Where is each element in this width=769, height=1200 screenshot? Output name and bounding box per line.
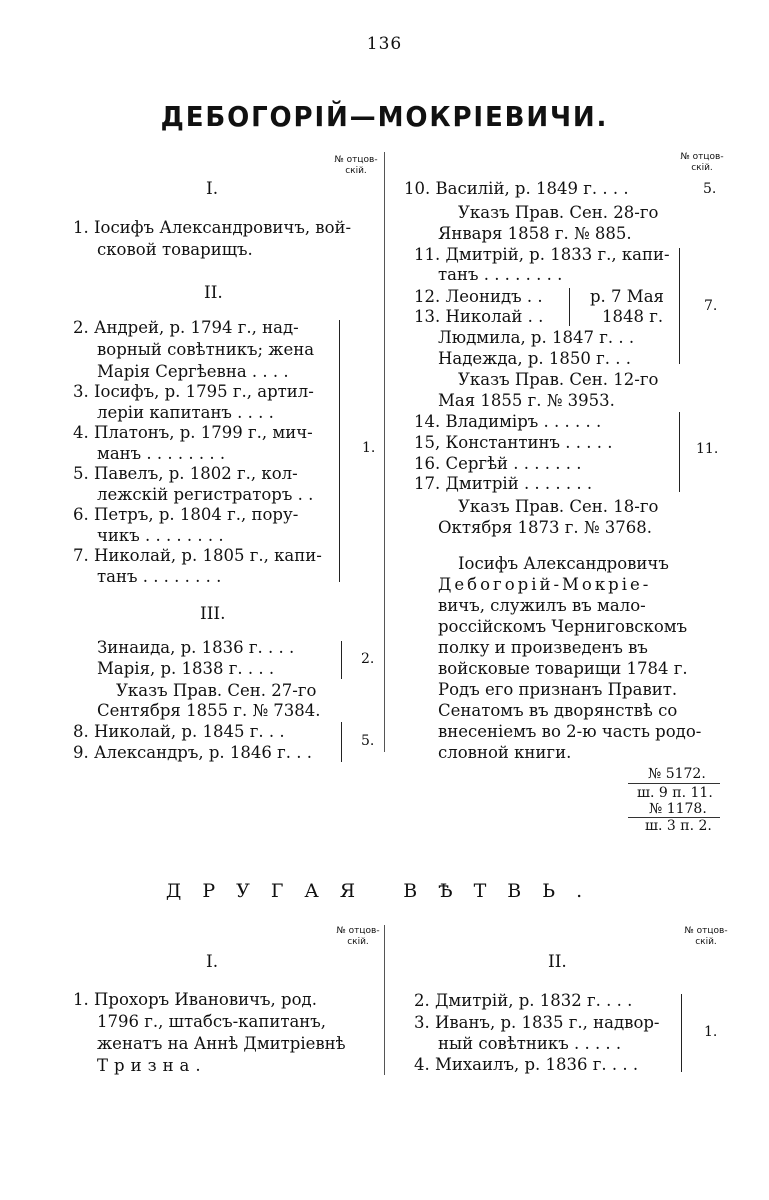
entry-line: 14. Владиміръ . . . . . . — [414, 412, 602, 431]
column-divider-top — [384, 152, 385, 752]
entry-line: р. 7 Мая — [590, 287, 664, 306]
entry-line: 3. Іосифъ, р. 1795 г., артил- — [73, 382, 314, 401]
entry-line: ный совѣтникъ . . . . . — [438, 1034, 622, 1053]
archive-number: № 5172. — [648, 766, 706, 782]
entry-line: 2. Дмитрій, р. 1832 г. . . . — [414, 991, 633, 1010]
page-number: 136 — [366, 34, 403, 54]
entry-line: леріи капитанъ . . . . — [97, 403, 274, 422]
brace — [340, 641, 342, 679]
father-ref: 2. — [361, 651, 375, 667]
father-ref: 5. — [703, 181, 717, 197]
father-ref: 5. — [361, 733, 375, 749]
entry-line: сковой товарищъ. — [97, 240, 253, 259]
entry-line: 1848 г. — [602, 307, 664, 326]
brace — [678, 248, 680, 364]
archive-rule — [628, 783, 720, 784]
archive-shelf: ш. 3 п. 2. — [645, 818, 712, 834]
note-line: полку и произведенъ въ — [438, 638, 648, 657]
note-line: войсковые товарищи 1784 г. — [438, 659, 688, 678]
col-header-right: № отцов- скій. — [684, 926, 728, 947]
entry-line: женатъ на Аннѣ Дмитріевнѣ — [97, 1034, 346, 1053]
father-ref: 1. — [704, 1024, 718, 1040]
entry-line: 9. Александръ, р. 1846 г. . . — [73, 743, 312, 762]
father-ref: 7. — [704, 298, 718, 314]
archive-shelf: ш. 9 п. 11. — [637, 785, 713, 801]
entry-line: Указъ Прав. Сен. 18-го — [458, 497, 659, 516]
entry-line: Сентября 1855 г. № 7384. — [97, 701, 321, 720]
entry-line: Надежда, р. 1850 г. . . — [438, 349, 631, 368]
entry-line: 16. Сергѣй . . . . . . . — [414, 454, 582, 473]
branch-left-gen: I. — [206, 952, 219, 972]
entry-line: Указъ Прав. Сен. 28-го — [458, 203, 659, 222]
entry-line: лежскій регистраторъ . . — [97, 485, 314, 504]
entry-line: ворный совѣтникъ; жена — [97, 340, 315, 359]
entry-line: 7. Николай, р. 1805 г., капи- — [73, 546, 322, 565]
col-header-right: № отцов- скій. — [680, 152, 724, 173]
note-line: Родъ его признанъ Правит. — [438, 680, 678, 699]
brace — [678, 412, 680, 492]
father-ref: 11. — [696, 441, 719, 457]
entry-line: 1. Іосифъ Александровичъ, вой- — [73, 218, 352, 237]
page-title: ДЕБОГОРІЙ—МОКРІЕВИЧИ. — [160, 100, 609, 133]
entry-line: Людмила, р. 1847 г. . . — [438, 328, 635, 347]
note-line: Сенатомъ въ дворянствѣ со — [438, 701, 678, 720]
entry-line: 6. Петръ, р. 1804 г., пору- — [73, 505, 299, 524]
left-gen-1: I. — [206, 179, 219, 199]
entry-line: танъ . . . . . . . . — [438, 265, 563, 284]
entry-line: 5. Павелъ, р. 1802 г., кол- — [73, 464, 298, 483]
entry-line: танъ . . . . . . . . — [97, 567, 222, 586]
left-gen-2: II. — [204, 283, 223, 303]
entry-line: Указъ Прав. Сен. 12-го — [458, 370, 659, 389]
entry-line: 10. Василій, р. 1849 г. . . . — [404, 179, 629, 198]
father-ref: 1. — [362, 440, 376, 456]
brace — [568, 288, 570, 326]
note-line: словной книги. — [438, 743, 572, 762]
entry-line: 4. Платонъ, р. 1799 г., мич- — [73, 423, 313, 442]
entry-line: 4. Михаилъ, р. 1836 г. . . . — [414, 1055, 639, 1074]
brace — [680, 994, 682, 1072]
col-header-left: № отцов- скій. — [334, 155, 378, 176]
entry-line: Мая 1855 г. № 3953. — [438, 391, 615, 410]
brace — [340, 722, 342, 762]
entry-line: 2. Андрей, р. 1794 г., над- — [73, 318, 299, 337]
note-line: Дебогорій-Мокріе- — [438, 575, 652, 594]
entry-line: Января 1858 г. № 885. — [438, 224, 632, 243]
entry-line: Марія, р. 1838 г. . . . — [97, 659, 275, 678]
archive-number: № 1178. — [649, 801, 707, 817]
entry-line: Указъ Прав. Сен. 27-го — [116, 681, 317, 700]
branch-right-gen: II. — [548, 952, 567, 972]
entry-line: Тризна. — [97, 1056, 207, 1075]
entry-line: 1. Прохоръ Ивановичъ, род. — [73, 990, 317, 1009]
note-line: Іосифъ Александровичъ — [458, 554, 669, 573]
entry-line: 8. Николай, р. 1845 г. . . — [73, 722, 285, 741]
note-line: внесеніемъ во 2-ю часть родо- — [438, 722, 702, 741]
entry-line: манъ . . . . . . . . — [97, 444, 226, 463]
left-gen-3: III. — [200, 604, 226, 624]
entry-line: Зинаида, р. 1836 г. . . . — [97, 638, 295, 657]
col-header-left: № отцов- скій. — [336, 926, 380, 947]
entry-line: 11. Дмитрій, р. 1833 г., капи- — [414, 245, 670, 264]
entry-line: 15, Константинъ . . . . . — [414, 433, 613, 452]
entry-line: 12. Леонидъ . . — [414, 287, 543, 306]
note-line: россійскомъ Черниговскомъ — [438, 617, 688, 636]
note-line: вичъ, служилъ въ мало- — [438, 596, 646, 615]
entry-line: 13. Николай . . — [414, 307, 544, 326]
branch-title: ДРУГАЯ ВѢТВЬ. — [165, 880, 604, 902]
entry-line: 1796 г., штабсъ-капитанъ, — [97, 1012, 327, 1031]
entry-line: 3. Иванъ, р. 1835 г., надвор- — [414, 1013, 660, 1032]
entry-line: Марія Сергѣевна . . . . — [97, 362, 289, 381]
entry-line: 17. Дмитрій . . . . . . . — [414, 474, 593, 493]
brace — [338, 320, 340, 582]
entry-line: Октября 1873 г. № 3768. — [438, 518, 652, 537]
entry-line: чикъ . . . . . . . . — [97, 526, 224, 545]
